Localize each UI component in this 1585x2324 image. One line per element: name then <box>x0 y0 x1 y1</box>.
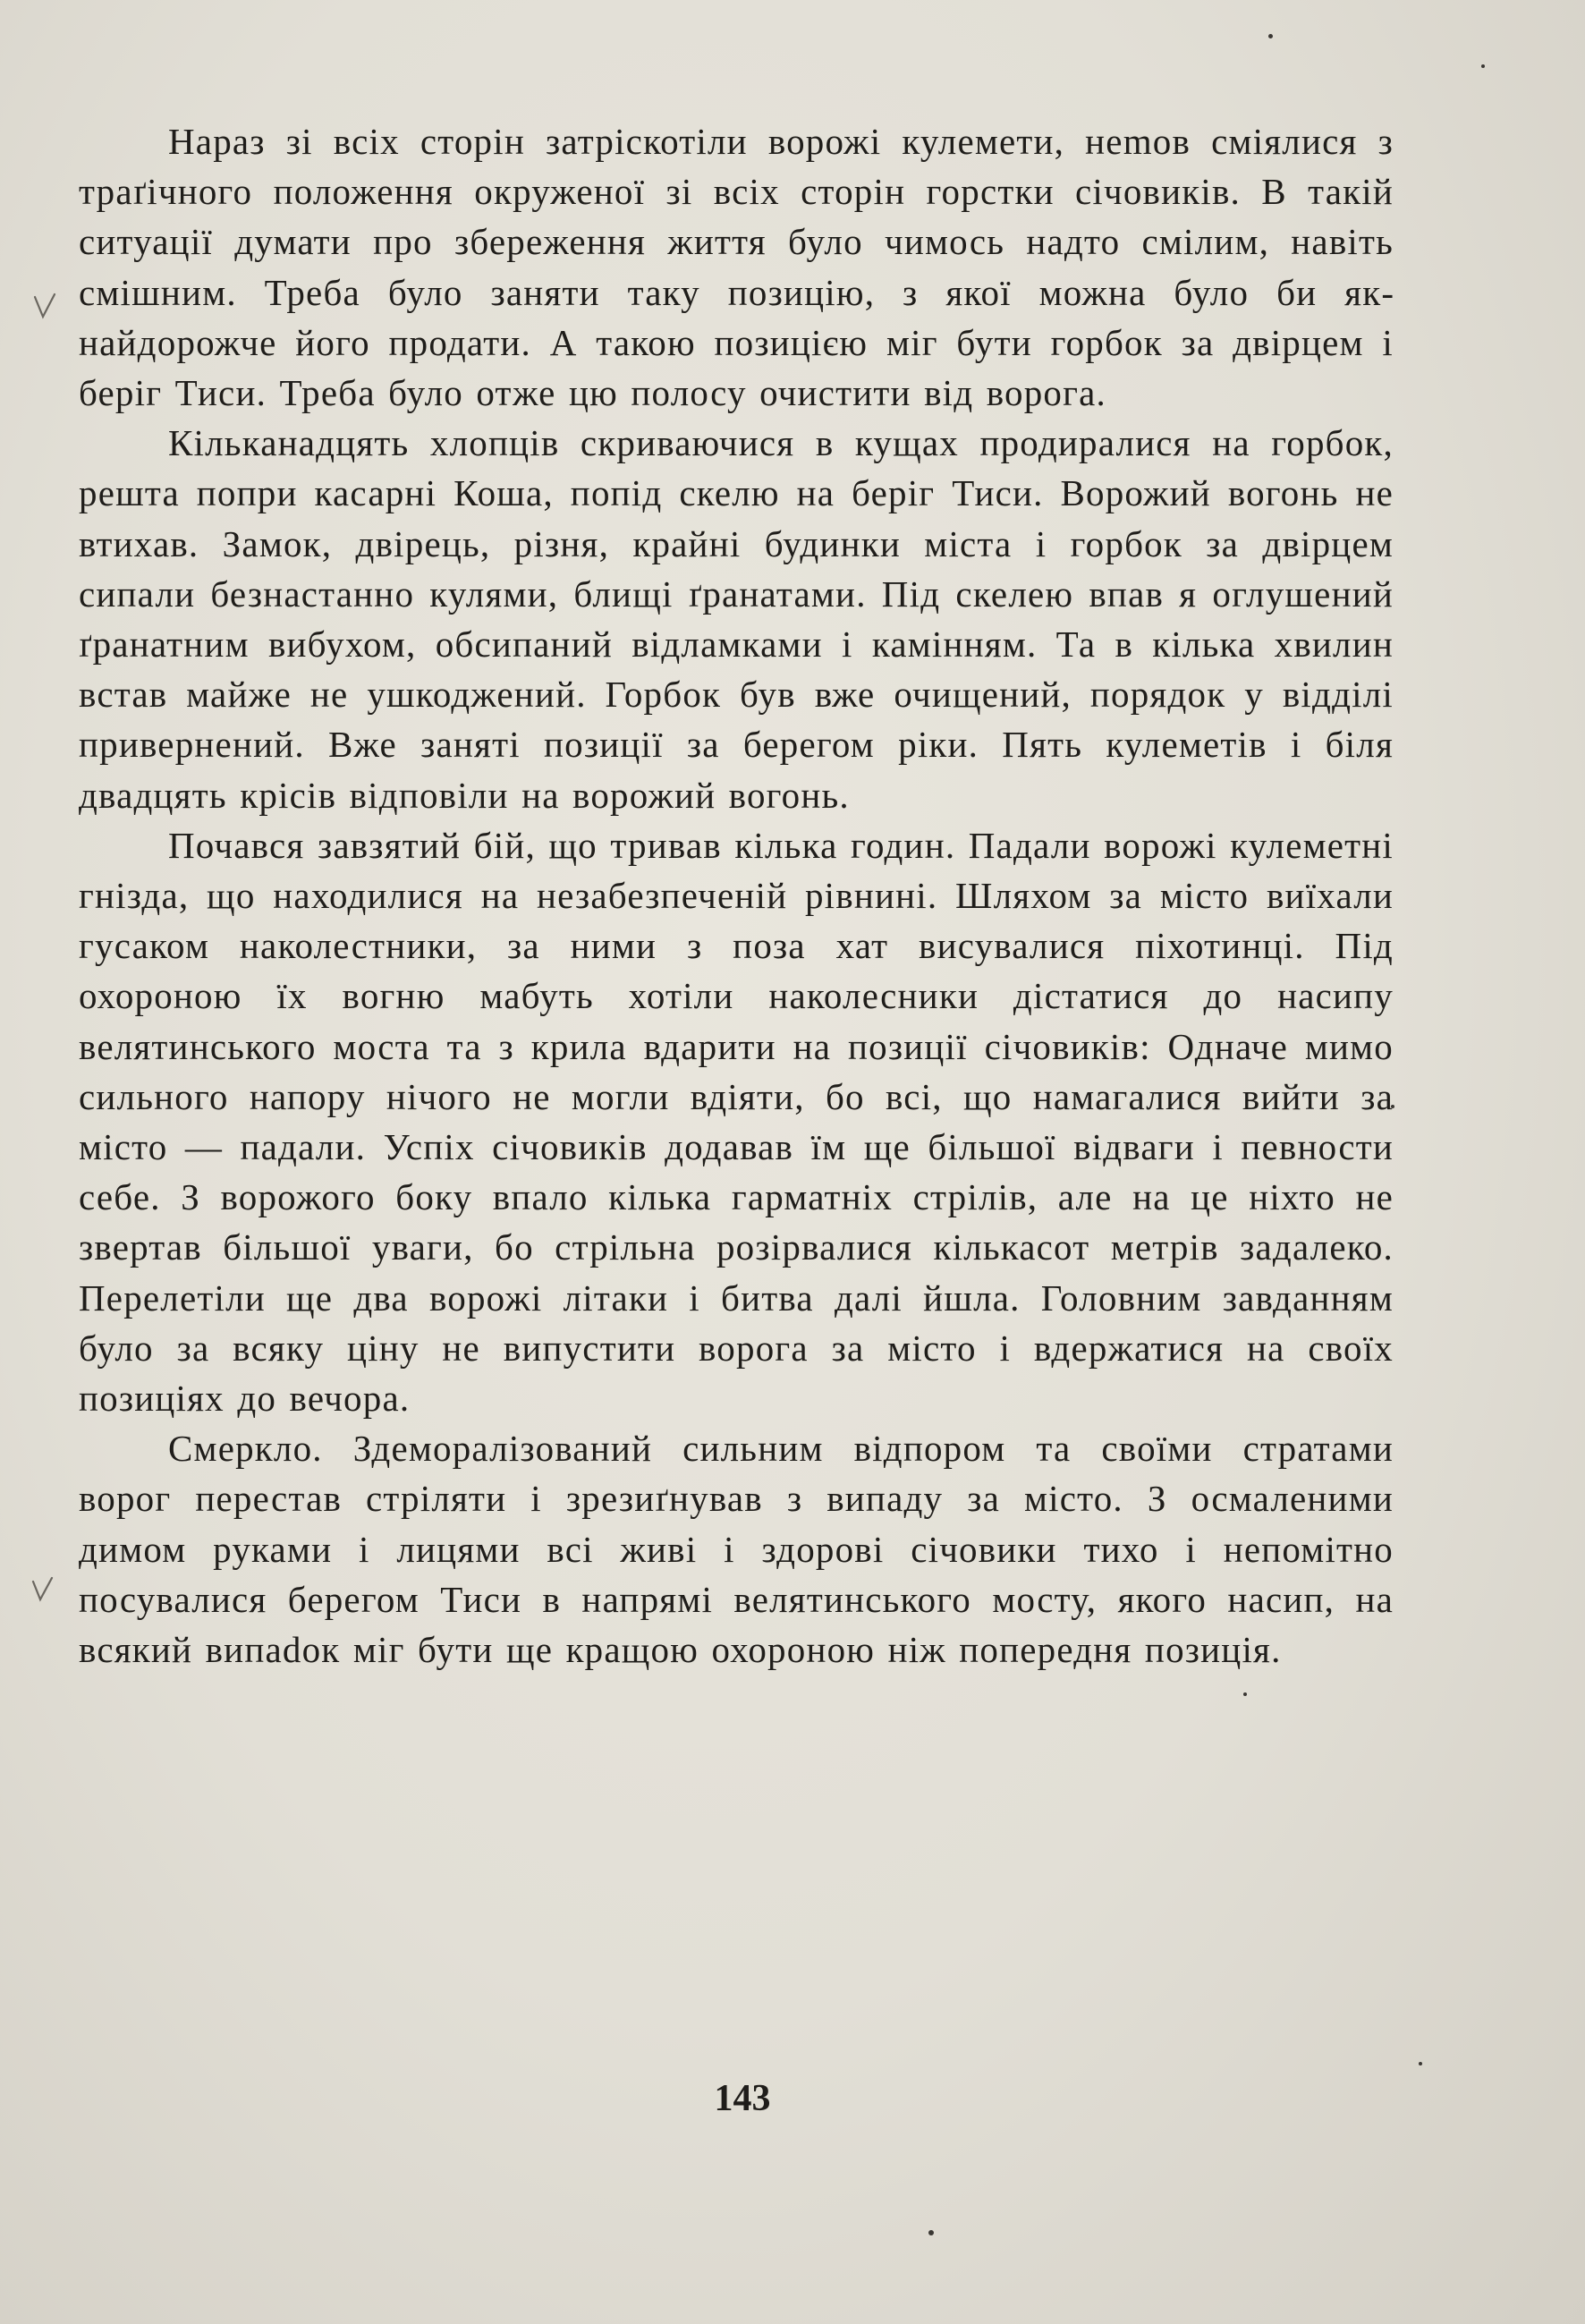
paragraph: Смеркло. Здеморалізований сильним відпором та своїми стратами ворог перестав стріляти і зрезиґнував з випаду за місто. З осмаленими димом руками і лицями всі живі і здорові січовики тихо і непомітно посувалися берегом Тиси в напрямі велятинського мосту, якого насип, на всякий випаdок міг бути ще кращою охороною ніж попередня позиція. <box>79 1428 1394 1671</box>
paragraph: Почався завзятий бій, що тривав кілька годин. Падали ворожі кулеметні гнізда, що находилися на незабезпеченій рівнині. Шляхом за місто виїхали гусаком наколестники, за ними з поза хат висувалися піхотинці. Під охороною їх вогню мабуть хотіли наколесники дістатися до насипу велятинського моста та з крила вдарити на позиції січовиків: Одначе мимо сильного напору нічого не могли вдіяти, бо всі, що намагалися вийти за місто — падали. Успіх січовиків додавав їм ще більшої відваги і певности себе. З ворожого боку впало кілька гарматніх стрілів, але на це ніхто не звертав більшої уваги, бо стрільна розірвалися кількасот метрів задалеко. Перелетіли ще два ворожі літаки і битва далі йшла. Головним завданням було за всяку ціну не випустити ворога за місто і вдержатися на своїх позиціях до вечора. <box>79 824 1394 1420</box>
dust-speck <box>1268 34 1273 38</box>
dust-speck <box>1243 1692 1247 1696</box>
pencil-checkmark-icon <box>30 1574 55 1605</box>
paragraph: Нараз зі всіх сторін затріскотіли ворожі кулемети, неmов сміялися з траґічного положення окруженої зі всіх сторін горстки січовиків. В такій ситуації думати про збереження життя було чимось надто смілим, навіть смішним. Треба було заняти таку позицію, з якої можна було би якнайдорожче його продати. А такою позицією міг бути горбок за двірцем і беріг Тиси. Треба було отже цю полосу очистити від ворога. <box>79 121 1394 414</box>
dust-speck <box>1419 2062 1422 2065</box>
dust-speck <box>928 2230 934 2235</box>
paragraph: Кільканадцять хлопців скриваючися в кущах продиралися на горбок, решта попри касарні Коша, попід скелю на беріг Тиси. Ворожий вогонь не втихав. Замок, двірець, різня, крайні будинки міста і горбок за двірцем сипали безнастанно кулями, блищі ґранатами. Під скелею впав я оглушений ґранатним вибухом, обсипаний відламками і камінням. Та в кілька хвилин встав майже не ушкоджений. Горбок був вже очищений, порядок у відділі привернений. Вже заняті позиції за берегом ріки. Пять кулеметів і біля двадцять крісів відповіли на ворожий вогонь. <box>79 422 1394 816</box>
pencil-checkmark-icon <box>32 292 57 322</box>
dust-speck <box>1481 64 1485 68</box>
body-text <box>79 116 1394 1675</box>
page-number: 143 <box>714 2078 771 2119</box>
